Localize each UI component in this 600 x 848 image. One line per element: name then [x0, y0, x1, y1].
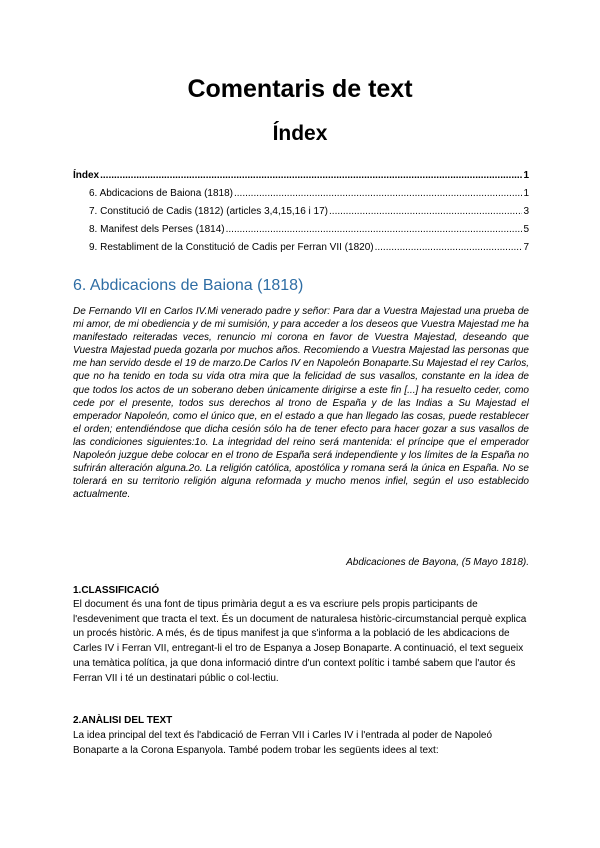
toc-entry-7[interactable]	[73, 203, 529, 221]
table-of-contents	[73, 167, 529, 257]
analysis-paragraph: La idea principal del text és l'abdicació de Ferran VII i Carles IV i l'entrada al poder de Napoleó Bonaparte a la Corona Espanyola. També podem trobar les següents idees al text:	[73, 730, 493, 756]
toc-dot-leader	[375, 239, 523, 257]
toc-entry-index[interactable]	[73, 167, 529, 185]
analysis-heading: 2.ANÀLISI DEL TEXT	[73, 715, 173, 726]
toc-entry-page: 1	[523, 170, 529, 181]
toc-entry-9[interactable]	[73, 239, 529, 257]
document-title: Comentaris de text	[187, 75, 413, 103]
toc-entry-6[interactable]	[73, 185, 529, 203]
index-title: Índex	[272, 122, 328, 145]
toc-dot-leader	[329, 203, 522, 221]
section-heading: 6. Abdicacions de Baiona (1818)	[73, 277, 304, 294]
toc-entry-label: 8. Manifest dels Perses (1814)	[89, 224, 225, 235]
toc-entry-8[interactable]	[73, 221, 529, 239]
toc-entry-page: 3	[523, 206, 529, 217]
quote-citation: Abdicaciones de Bayona, (5 Mayo 1818).	[346, 557, 529, 568]
classification-paragraph: El document és una font de tipus primària degut a es va escriure pels propis participants de l'esdeveniment que tracta el text. És un document de naturalesa històric-circumstancial perquè explica un procés històric. A més, és de tipus manifest ja que s'informa a la població de les abdicacions de Carles IV i Ferran VII, entregant-li el tro de Espanya a Josep Bonaparte. A continuació, el text segueix una temàtica política, ja que dona informació dintre d'un context polític i també sabem que l'autor és Ferran VII i té un destinatari públic o col·lectiu.	[73, 599, 527, 684]
quoted-source-text: De Fernando VII en Carlos IV.Mi venerado padre y señor: Para dar a Vuestra Majestad una prueba de mi amor, de mi obediencia y de mi sumisión, y para acceder a los deseos que Vuestra Majestad me ha manifestado reiteradas veces, renuncio mi corona en favor de Vuestra Majestad, deseando que Vuestra Majestad pueda gozarla por muchos años. Recomiendo a Vuestra Majestad las personas que me han servido desde el 19 de marzo.De Carlos IV en Napoleón Bonaparte.Su Majestad el rey Carlos, que no ha tenido en toda su vida otra mira que la felicidad de sus vasallos, constante en la idea de que todos los actos de un soberano deben únicamente dirigirse a este fin [...] ha resuelto ceder, como cede por el presente, todos sus derechos al trono de España y de las Indias a Su Majestad el emperador Napoleón, como el único que, en el estado a que han llegado las cosas, puede restablecer el orden; entendiéndose que dicha cesión sólo ha de tener efecto para hacer gozar a sus vasallos de las condiciones siguientes:1o. La integridad del reino será mantenida: el príncipe que el emperador Napoleón juzgue debe colocar en el trono de España será independiente y los límites de la España no sufrirán alteración alguna.2o. La religión católica, apostólica y romana será la única en España. No se tolerará en su territorio religión alguna reformada y mucho menos infiel, según el uso establecido actualmente.	[73, 306, 529, 501]
toc-dot-leader	[234, 185, 522, 203]
toc-dot-leader	[100, 167, 522, 185]
toc-dot-leader	[226, 221, 523, 239]
toc-entry-page: 7	[523, 242, 529, 253]
toc-entry-label: 9. Restabliment de la Constitució de Cadis per Ferran VII (1820)	[89, 242, 374, 253]
toc-entry-label: 6. Abdicacions de Baiona (1818)	[89, 188, 233, 199]
toc-entry-page: 1	[523, 188, 529, 199]
toc-entry-page: 5	[523, 224, 529, 235]
toc-entry-label: 7. Constitució de Cadis (1812) (articles 3,4,15,16 i 17)	[89, 206, 329, 217]
toc-entry-label: Índex	[73, 170, 100, 181]
classification-heading: 1.CLASSIFICACIÓ	[73, 585, 160, 596]
